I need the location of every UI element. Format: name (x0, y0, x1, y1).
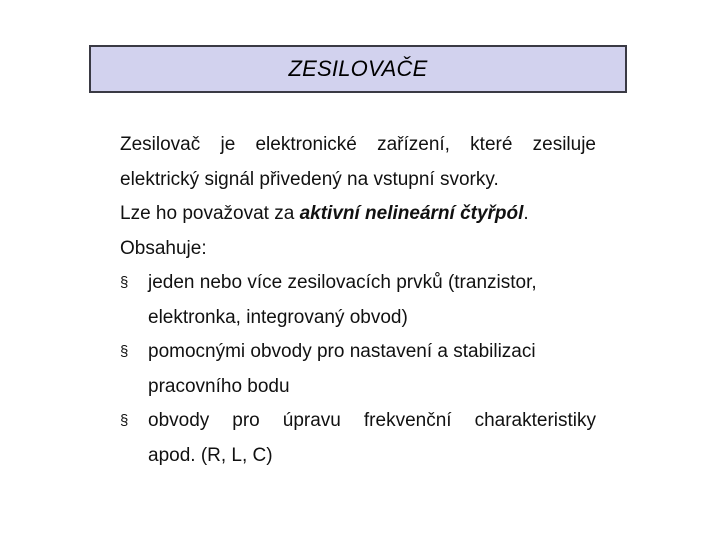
bullet-item (120, 335, 596, 404)
slide-body (120, 128, 596, 473)
title-box (89, 45, 627, 93)
paragraph-definition (120, 197, 596, 232)
paragraph-line: Zesilovač je elektronické zařízení, které zesiluje (120, 134, 596, 155)
bullet-line: obvody pro úpravu frekvenční charakteristiky (148, 410, 596, 431)
bullet-icon: § (120, 343, 129, 360)
bullet-line: apod. (R, L, C) (148, 444, 273, 466)
definition-emphasis: aktivní nelineární čtyřpól (299, 203, 524, 224)
slide-title: ZESILOVAČE (288, 56, 428, 81)
bullet-icon: § (120, 412, 129, 429)
bullet-item (120, 404, 596, 473)
bullet-line: pomocnými obvody pro nastavení a stabilizaci (148, 341, 536, 362)
definition-suffix: . (523, 203, 529, 224)
bullet-line: elektronka, integrovaný obvod) (148, 306, 408, 328)
bullet-icon: § (120, 274, 129, 291)
definition-prefix: Lze ho považovat za (120, 203, 300, 224)
bullet-item (120, 266, 596, 335)
paragraph-line: elektrický signál přivedený na vstupní svorky. (120, 168, 499, 190)
bullet-line: pracovního bodu (148, 375, 290, 397)
bullet-line: jeden nebo více zesilovacích prvků (tranzistor, (148, 272, 537, 293)
contents-heading: Obsahuje: (120, 237, 207, 259)
bullet-list (120, 266, 596, 473)
